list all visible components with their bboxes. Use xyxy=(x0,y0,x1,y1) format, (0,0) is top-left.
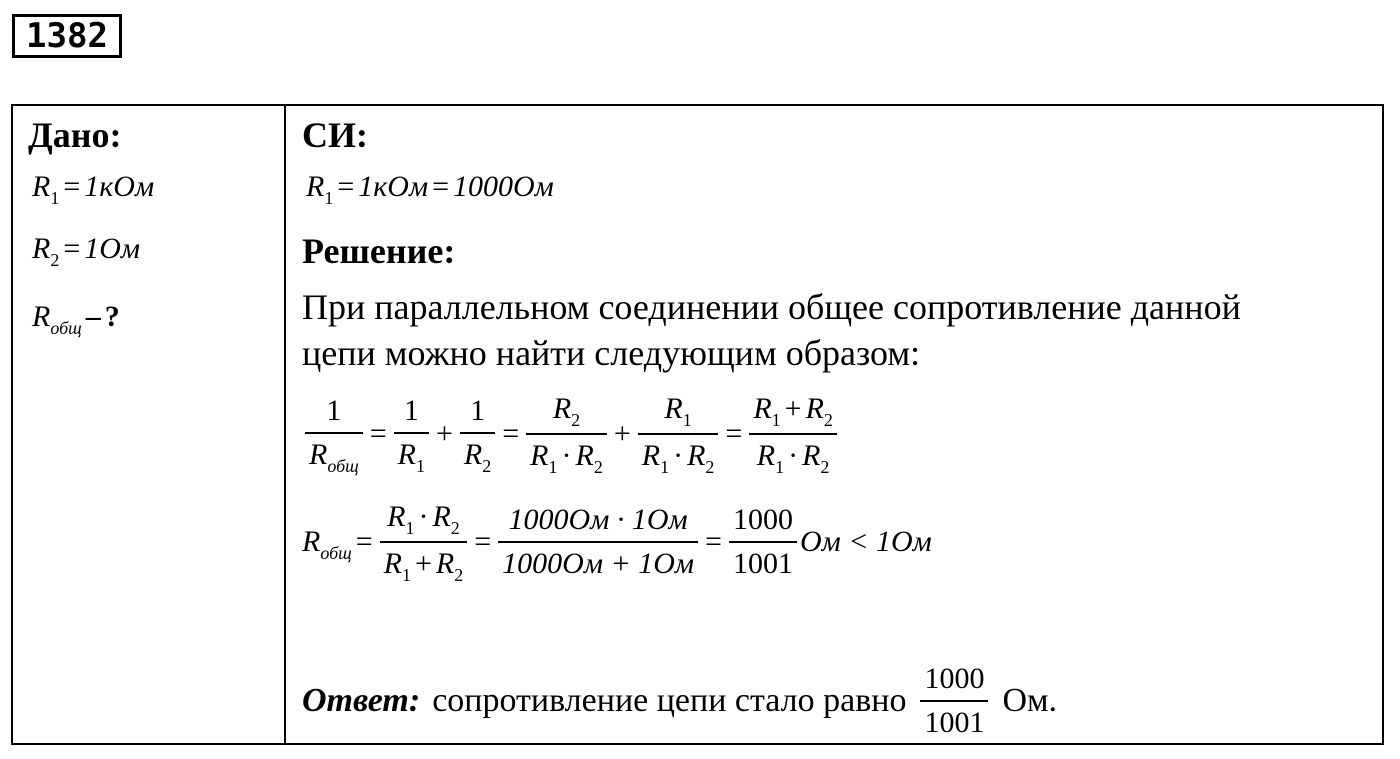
formula-1: $\frac{1}{R_{общ}}$ = $\frac{1}{R_1}$ + $\frac{1}{R_2}$ = $\frac{R_2}{R_1 \cdot R_2}$ + $\frac{R_1}{R_1 \cdot R_2}$ = $\frac{R_1 + R_2}{R_1 \cdot R_2}$ xyxy=(302,392,840,476)
fraction: $\frac{R_2}{R_1 \cdot R_2}$ xyxy=(526,392,607,476)
given-heading: Дано: xyxy=(28,115,122,155)
formula-2: $R_{общ}$ = $\frac{R_1 \cdot R_2}{R_1 + R_2}$ = $\frac{1000Ом \cdot 1Ом}{1000Ом + 1Ом}$ = $\frac{1000}{1001}$ Ом < 1Ом xyxy=(302,500,932,585)
si-line: $R_1 = 1кОм = 1000Ом$ xyxy=(306,170,554,208)
problem-number: 1382 xyxy=(12,14,122,58)
fraction: $\frac{R_1 + R_2}{R_1 \cdot R_2}$ xyxy=(749,392,837,476)
answer xyxy=(302,662,1057,740)
fraction: $\frac{1000Ом \cdot 1Ом}{1000Ом + 1Ом}$ xyxy=(498,503,698,581)
fraction: $\frac{1}{R_1}$ xyxy=(394,394,429,475)
answer-fraction: $\frac{1000}{1001}$ xyxy=(920,662,988,740)
answer-label: Ответ: xyxy=(302,682,421,719)
answer-text: сопротивление цепи стало равно xyxy=(432,682,907,719)
fraction: $\frac{1}{R_{общ}}$ xyxy=(305,394,363,475)
fraction: $\frac{R_1}{R_1 \cdot R_2}$ xyxy=(638,392,719,476)
given-r1: $R_1 = 1кОм$ xyxy=(32,170,155,208)
solution-text-1: При параллельном соединении общее сопротивление данной xyxy=(302,287,1241,327)
given-find: $R_{общ}$ – ? xyxy=(32,300,120,338)
si-heading: СИ: xyxy=(302,115,368,155)
fraction: $\frac{R_1 \cdot R_2}{R_1 + R_2}$ xyxy=(380,500,468,584)
fraction: $\frac{1}{R_2}$ xyxy=(460,394,495,475)
solution-heading: Решение: xyxy=(302,231,456,271)
answer-unit: Ом. xyxy=(1002,682,1058,719)
column-divider xyxy=(284,104,286,745)
solution-text-2: цепи можно найти следующим образом: xyxy=(302,333,921,373)
given-r2: $R_2 = 1Ом$ xyxy=(32,232,141,270)
fraction: $\frac{1000}{1001}$ xyxy=(729,503,797,581)
